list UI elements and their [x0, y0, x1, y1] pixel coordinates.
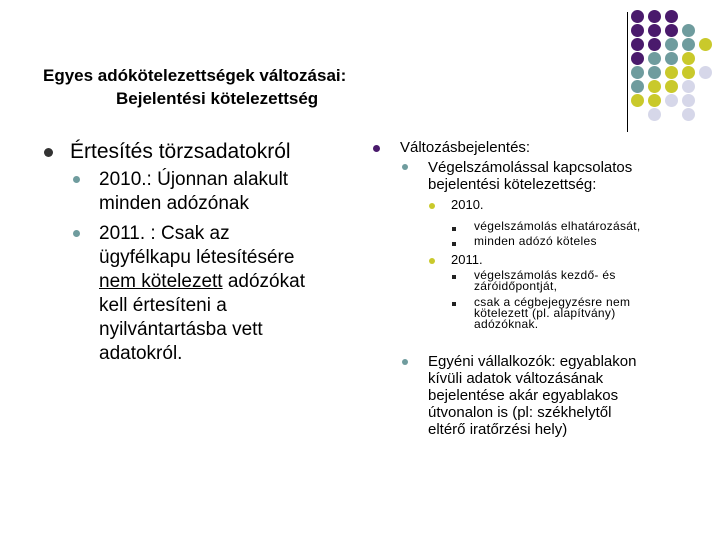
decorative-dot [665, 94, 678, 107]
title-line-2: Bejelentési kötelezettség [116, 89, 319, 108]
decorative-dot [665, 10, 678, 23]
item-2010-2: minden adózó köteles [474, 234, 597, 248]
decorative-dot [665, 38, 678, 51]
decorative-dot [648, 80, 661, 93]
right-heading: Változásbejelentés: [400, 139, 531, 156]
square-bullet-icon [452, 275, 456, 279]
decorative-dot [665, 52, 678, 65]
decorative-dot [631, 38, 644, 51]
decorative-dot [631, 66, 644, 79]
decorative-dot [682, 66, 695, 79]
square-bullet-icon [452, 242, 456, 246]
decorative-dot [648, 10, 661, 23]
bullet-icon [73, 176, 80, 183]
right-sub-2: Egyéni vállalkozók: egyablakon kívüli adatok változásának bejelentése akár egyablakos útvonalon is (pl: székhelytől eltérő iratőrzési hely) [428, 353, 637, 438]
decorative-dot [648, 52, 661, 65]
decorative-dot [699, 66, 712, 79]
left-item-2010: 2010.: Újonnan alakult minden adózónak [99, 169, 289, 214]
decorative-dot [648, 24, 661, 37]
decorative-dot [682, 24, 695, 37]
square-bullet-icon [452, 302, 456, 306]
bullet-icon [44, 148, 53, 157]
year-2011: 2011. [451, 252, 483, 267]
decorative-dot [682, 108, 695, 121]
decorative-dot [631, 10, 644, 23]
year-2010: 2010. [451, 197, 484, 212]
item-2011-2: csak a cégbejegyzésre nem kötelezett (pl. alapítvány) adózóknak. [474, 295, 631, 331]
decorative-dot [631, 52, 644, 65]
decorative-dot [631, 94, 644, 107]
bullet-icon [402, 359, 408, 365]
bullet-icon [429, 203, 435, 209]
bullet-icon [429, 258, 435, 264]
right-sub-1: Végelszámolással kapcsolatos bejelentési kötelezettség: [428, 159, 633, 193]
item-2011-1: végelszámolás kezdő- és záróidőpontját, [474, 268, 616, 293]
decorative-dot [682, 80, 695, 93]
decorative-dot [648, 38, 661, 51]
decorative-dot [682, 94, 695, 107]
bullet-icon [73, 230, 80, 237]
decorative-dot [631, 80, 644, 93]
decorative-dot [682, 52, 695, 65]
bullet-icon [373, 145, 380, 152]
decorative-dot [699, 38, 712, 51]
decorative-dot [631, 24, 644, 37]
item-2010-1: végelszámolás elhatározását, [474, 219, 641, 233]
decorative-dot [648, 66, 661, 79]
decorative-dot [665, 66, 678, 79]
left-item-2011: 2011. : Csak az ügyfélkapu létesítésére nem kötelezett adózókat kell értesíteni a nyilvántartásba vett adatokról. [99, 223, 305, 364]
decorative-dot [682, 38, 695, 51]
slide-title [43, 64, 346, 110]
decorative-dot [665, 80, 678, 93]
decorative-dot [648, 94, 661, 107]
decorative-line [627, 12, 628, 132]
left-heading: Értesítés törzsadatokról [70, 140, 291, 163]
square-bullet-icon [452, 227, 456, 231]
bullet-icon [402, 164, 408, 170]
decorative-dot [648, 108, 661, 121]
decorative-dot [665, 24, 678, 37]
title-line-1: Egyes adókötelezettségek változásai: [43, 66, 347, 85]
